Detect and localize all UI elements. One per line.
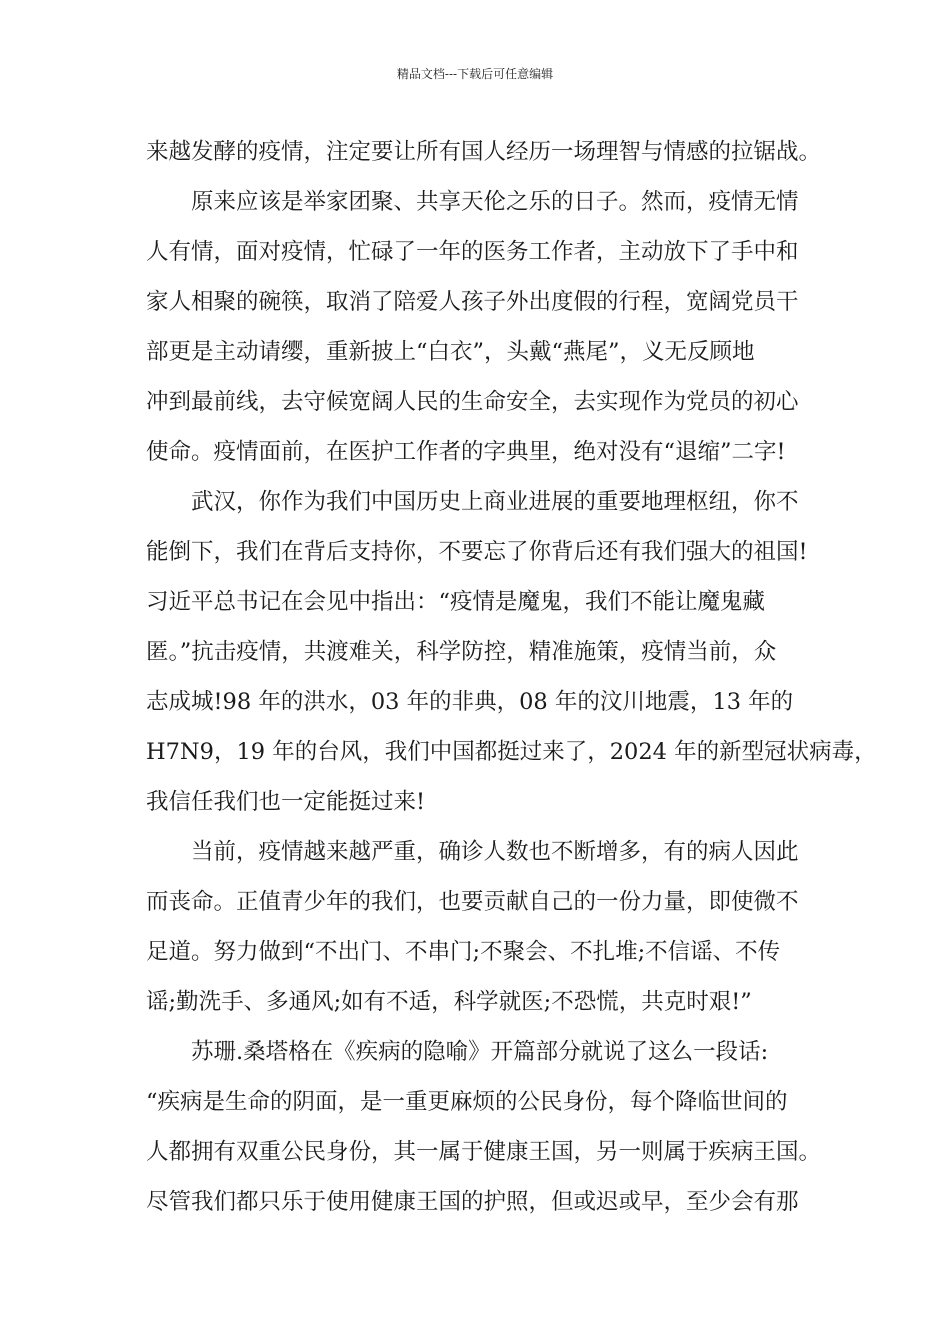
text-line: 志成城!98 年的洪水，03 年的非典，08 年的汶川地震，13 年的 — [146, 689, 794, 715]
text-line: H7N9，19 年的台风，我们中国都挺过来了，2024 年的新型冠状病毒， — [146, 739, 877, 765]
paragraph — [146, 1027, 822, 1227]
text-line: 谣;勤洗手、多通风;如有不适，科学就医;不恐慌，共克时艰!” — [146, 989, 752, 1015]
text-line: 苏珊.桑塔格在《疾病的隐喻》开篇部分就说了这么一段话: — [191, 1039, 769, 1065]
paragraph — [146, 477, 877, 827]
page-header: 精品文档---下载后可任意编辑 — [396, 67, 554, 81]
text-line: 习近平总书记在会见中指出：“疫情是魔鬼，我们不能让魔鬼藏 — [146, 589, 766, 615]
document-body — [146, 127, 877, 1227]
text-line: 人都拥有双重公民身份，其一属于健康王国，另一则属于疾病王国。 — [146, 1139, 822, 1165]
text-line: 家人相聚的碗筷，取消了陪爱人孩子外出度假的行程，宽阔党员干 — [146, 289, 799, 315]
text-line: 足道。努力做到“不出门、不串门;不聚会、不扎堆;不信谣、不传 — [146, 939, 781, 965]
text-line: 当前，疫情越来越严重，确诊人数也不断增多，有的病人因此 — [191, 839, 799, 865]
text-line: 原来应该是举家团聚、共享天伦之乐的日子。然而，疫情无情 — [191, 189, 799, 215]
text-line: “疾病是生命的阴面，是一重更麻烦的公民身份，每个降临世间的 — [146, 1089, 788, 1115]
text-line: 能倒下，我们在背后支持你，不要忘了你背后还有我们强大的祖国! — [146, 539, 808, 565]
text-line: 尽管我们都只乐于使用健康王国的护照，但或迟或早，至少会有那 — [146, 1189, 799, 1215]
text-line: 匿。”抗击疫情，共渡难关，科学防控，精准施策，疫情当前，众 — [146, 639, 777, 665]
paragraph — [146, 827, 812, 1027]
text-line: 部更是主动请缨，重新披上“白衣”，头戴“燕尾”，义无反顾地 — [146, 339, 755, 365]
text-line: 使命。疫情面前，在医护工作者的字典里，绝对没有“退缩”二字! — [146, 439, 786, 465]
text-line: 我信任我们也一定能挺过来! — [146, 789, 426, 815]
text-line: 冲到最前线，去守候宽阔人民的生命安全，去实现作为党员的初心 — [146, 389, 799, 415]
text-line: 武汉，你作为我们中国历史上商业进展的重要地理枢纽，你不 — [191, 489, 799, 515]
paragraph — [146, 127, 822, 177]
text-line: 来越发酵的疫情，注定要让所有国人经历一场理智与情感的拉锯战。 — [146, 139, 822, 165]
text-line: 而丧命。正值青少年的我们，也要贡献自己的一份力量，即使微不 — [146, 889, 799, 915]
text-line: 人有情，面对疫情，忙碌了一年的医务工作者，主动放下了手中和 — [146, 239, 799, 265]
paragraph — [146, 177, 812, 477]
